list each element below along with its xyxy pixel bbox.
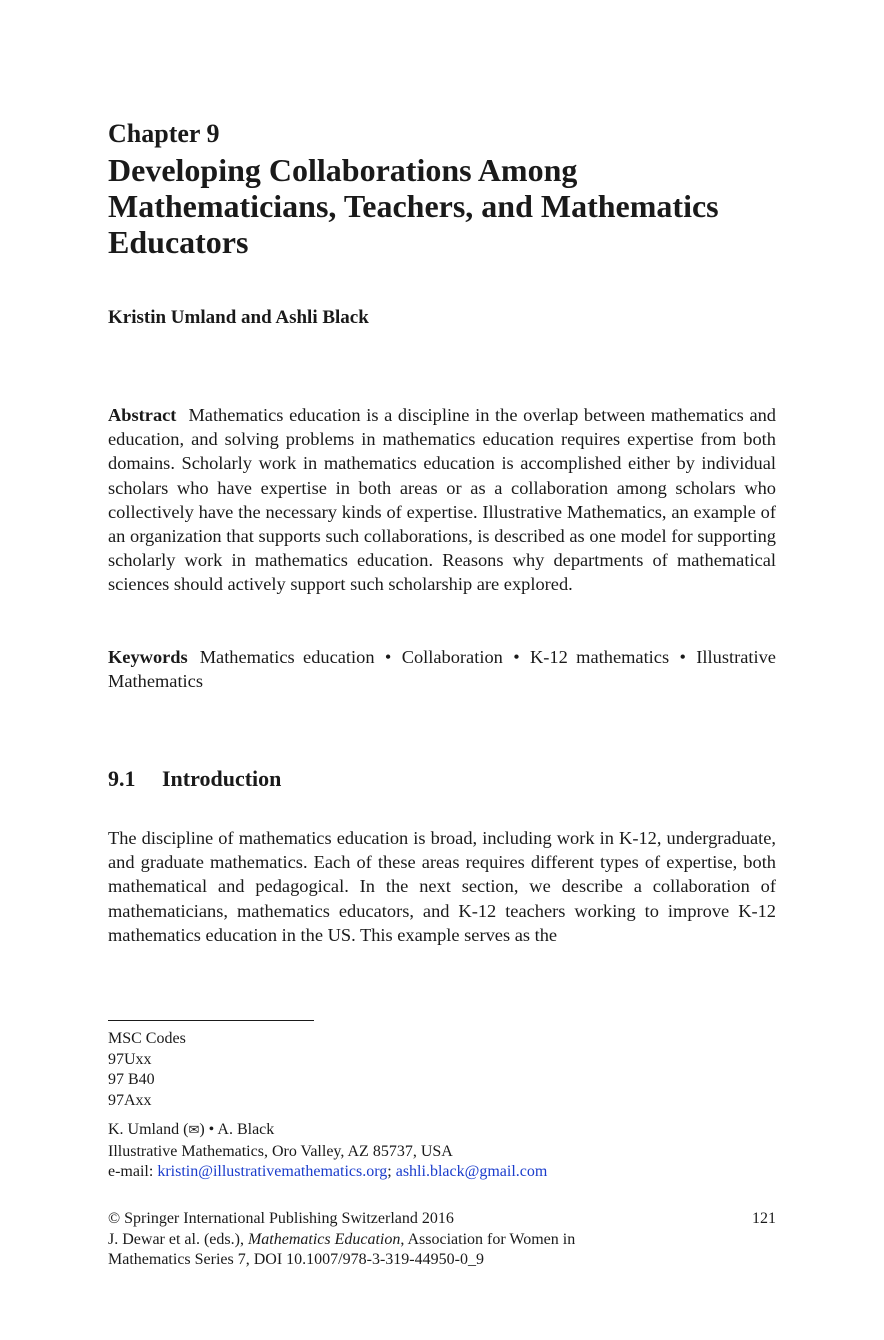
email-line xyxy=(108,1162,547,1183)
citation-line xyxy=(108,1230,776,1251)
doi-line: Mathematics Series 7, DOI 10.1007/978-3-319-44950-0_9 xyxy=(108,1251,484,1268)
citation-suffix: , Association for Women in xyxy=(400,1230,576,1248)
envelope-icon: ✉ xyxy=(188,1123,200,1138)
abstract-label: Abstract xyxy=(108,405,177,425)
msc-codes xyxy=(108,1029,186,1111)
keywords-label: Keywords xyxy=(108,647,188,667)
footnote-divider xyxy=(108,1020,314,1021)
page-number: 121 xyxy=(752,1210,776,1227)
email-link-black[interactable]: ashli.black@gmail.com xyxy=(395,1163,548,1180)
chapter-label: Chapter 9 xyxy=(108,119,220,148)
msc-code: 97Axx xyxy=(108,1091,152,1109)
chapter-title xyxy=(108,152,768,260)
keyword: Collaboration xyxy=(401,647,503,667)
copyright-block xyxy=(108,1209,776,1271)
author-names-suffix: ) • A. Black xyxy=(199,1121,275,1138)
institution: Illustrative Mathematics, Oro Valley, AZ 85737, USA xyxy=(108,1142,453,1160)
citation-prefix: J. Dewar et al. (eds.), xyxy=(108,1230,244,1248)
author-names xyxy=(108,1120,547,1142)
copyright-line: © Springer International Publishing Switzerland 2016 xyxy=(108,1210,454,1227)
chapter-title-line: Developing Collaborations Among xyxy=(108,152,578,188)
chapter-title-line: Educators xyxy=(108,224,249,260)
email-separator: ; xyxy=(387,1163,392,1180)
abstract-text: Mathematics education is a discipline in the overlap between mathematics and education, and solving problems in mathematics education requires expertise from both domains. Scholarly work in mathematics education is accomplished either by individual scholars who have expertise in both areas or as a collaboration among scholars who collectively have the necessary kinds of expertise. Illustrative Mathematics, an example of an organization that supports such collaborations, is described as one model for supporting scholarly work in mathematics education. Reasons why departments of mathematical sciences should actively support such scholarship are explored. xyxy=(108,405,776,595)
author-names-prefix: K. Umland ( xyxy=(108,1121,189,1138)
msc-heading: MSC Codes xyxy=(108,1030,186,1047)
affiliation xyxy=(108,1120,547,1183)
email-label: e-mail: xyxy=(108,1163,154,1180)
section-heading xyxy=(108,765,281,793)
abstract xyxy=(108,403,776,597)
keyword-separator: • xyxy=(679,647,686,667)
keywords xyxy=(108,645,776,693)
intro-paragraph: The discipline of mathematics education is broad, including work in K-12, undergraduate, and graduate mathematics. Each of these areas requires different types of expertise, both mathematical and pedagogical. In the next section, we describe a collaboration of mathematicians, mathematics educators, and K-12 teachers working to improve K-12 mathematics education in the US. This example serves as the xyxy=(108,828,776,945)
msc-code: 97Uxx xyxy=(108,1050,152,1068)
chapter-title-line: Mathematicians, Teachers, and Mathematics xyxy=(108,188,719,224)
authors: Kristin Umland and Ashli Black xyxy=(108,307,369,328)
book-title: Mathematics Education xyxy=(247,1230,401,1248)
email-link-umland[interactable]: kristin@illustrativemathematics.org xyxy=(157,1163,388,1180)
msc-code: 97 B40 xyxy=(108,1071,155,1088)
keyword: Illustrative Mathematics xyxy=(108,647,776,692)
section-number: 9.1 xyxy=(108,766,136,791)
section-title: Introduction xyxy=(162,766,282,791)
keyword: Mathematics education xyxy=(199,647,375,667)
keyword-separator: • xyxy=(513,647,520,667)
keyword-separator: • xyxy=(384,647,392,667)
keyword: K-12 mathematics xyxy=(530,647,670,667)
